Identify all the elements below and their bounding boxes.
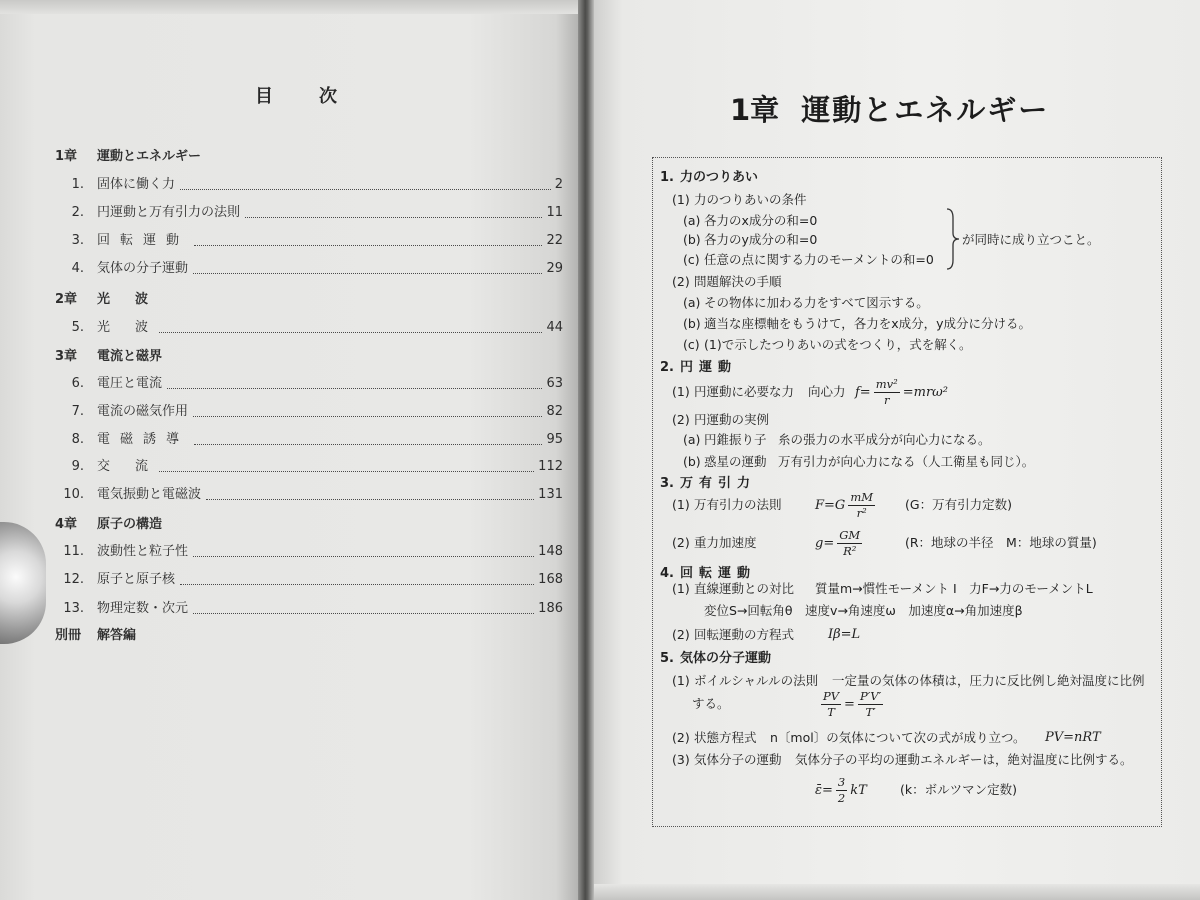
toc-item-12 (55, 571, 563, 589)
item-label: (2) (672, 274, 690, 289)
toc-item-title: 光 波 (97, 320, 155, 335)
toc-item-13 (55, 600, 563, 618)
fraction (837, 529, 862, 558)
fraction-denominator: T′ (865, 704, 876, 719)
item-detail-line: 質量m→慣性モーメント I 力F→力のモーメントL (815, 581, 1093, 596)
toc-supplement-label: 別冊 (55, 628, 82, 643)
toc-item-title: 物理定数・次元 (97, 601, 189, 616)
toc-item-title: 円運動と万有引力の法則 (97, 205, 241, 220)
item-text: 円運動に必要な力 (694, 384, 795, 399)
toc-item-5 (55, 319, 563, 337)
brace-note: が同時に成り立つこと。 (962, 232, 1100, 247)
toc-dot-leader (194, 444, 542, 445)
section-title: 回転運動 (680, 566, 757, 581)
item-text: 重力加速度 (694, 535, 757, 550)
toc-item-number: 5. (71, 320, 84, 335)
section-number: 4. (660, 566, 674, 581)
formula-rhs: =mrω² (902, 384, 948, 400)
fraction (848, 491, 875, 520)
toc-chapter-title: 光 波 (97, 292, 155, 307)
item-detail-line: 一定量の気体の体積は，圧力に反比例し絶対温度に比例 (832, 673, 1145, 688)
fraction-numerator: mM (850, 489, 873, 504)
item-text: 状態方程式 (694, 730, 757, 745)
toc-page-number: 95 (546, 432, 563, 447)
toc-chapter-1 (55, 148, 563, 166)
kinetic-energy-formula (815, 774, 867, 806)
toc-item-number: 11. (63, 544, 84, 559)
subitem-label: (b) (683, 232, 701, 247)
toc-chapter-title: 原子の構造 (97, 517, 163, 532)
toc-item-10 (55, 486, 563, 504)
item-label: (1) (672, 192, 690, 207)
toc-item-7 (55, 403, 563, 421)
subitem-label: (a) (683, 213, 701, 228)
toc-chapter-label: 4章 (55, 517, 78, 532)
fraction-denominator: R² (843, 543, 857, 558)
item-detail-line: n〔mol〕の気体について次の式が成り立つ。 (770, 730, 1026, 745)
subitem-label: (b) (683, 316, 701, 331)
chapter-title: 運動とエネルギー (801, 93, 1050, 127)
toc-item-9 (55, 458, 563, 476)
toc-page-number: 29 (546, 261, 563, 276)
toc-supplement (55, 627, 563, 645)
formula-note: (G：万有引力定数) (905, 497, 1012, 512)
toc-dot-leader (180, 189, 551, 190)
section-number: 1. (660, 170, 674, 185)
fraction (821, 690, 841, 719)
book-gutter (578, 0, 594, 900)
fraction-numerator: P′V′ (859, 688, 882, 703)
toc-chapter-label: 1章 (55, 149, 78, 164)
toc-page-number: 82 (546, 404, 563, 419)
formula-note: (R：地球の半径 M：地球の質量) (905, 535, 1097, 550)
toc-item-title: 交 流 (97, 459, 155, 474)
toc-item-title: 原子と原子核 (97, 572, 176, 587)
item-text: 問題解決の手順 (694, 274, 782, 289)
toc-page-number: 2 (554, 177, 563, 192)
toc-dot-leader (159, 471, 534, 472)
toc-item-number: 4. (71, 261, 84, 276)
item-label: (1) (672, 497, 690, 512)
toc-item-number: 3. (71, 233, 84, 248)
toc-page-number: 112 (538, 459, 563, 474)
toc-item-number: 1. (71, 177, 84, 192)
toc-dot-leader (167, 388, 542, 389)
toc-chapter-4 (55, 516, 563, 534)
toc-item-title: 電流の磁気作用 (97, 404, 189, 419)
toc-dot-leader (193, 556, 534, 557)
item-detail-line: 変位S→回転角θ 速度v→角速度ω 加速度α→角加速度β (704, 603, 1023, 618)
section-number: 3. (660, 476, 674, 491)
toc-page-number: 148 (538, 544, 563, 559)
toc-item-title: 電気振動と電磁波 (97, 487, 202, 502)
toc-page-number: 22 (546, 233, 563, 248)
formula-equals: = (844, 696, 855, 712)
formula-rhs: kT (850, 782, 867, 798)
toc-item-title: 電磁誘導 (97, 432, 190, 447)
toc-item-title: 固体に働く力 (97, 177, 176, 192)
section-number: 2. (660, 360, 674, 375)
item-label: (1) (672, 384, 690, 399)
fraction-numerator: GM (839, 527, 861, 542)
gravity-acceleration-formula (815, 527, 865, 559)
toc-dot-leader (245, 217, 542, 218)
toc-dot-leader (159, 332, 542, 333)
toc-item-3 (55, 232, 563, 250)
item-text: ボイルシャルルの法則 (694, 673, 819, 688)
formula-lhs: F=G (815, 497, 846, 513)
subitem-label: (b) (683, 454, 701, 469)
toc-chapter-label: 2章 (55, 292, 78, 307)
subitem-text: その物体に加わる力をすべて図示する。 (704, 295, 929, 310)
chapter-number: 1章 (730, 93, 780, 127)
toc-supplement-title: 解答編 (97, 628, 137, 643)
subitem-label: (a) (683, 432, 701, 447)
toc-item-title: 気体の分子運動 (97, 261, 189, 276)
toc-chapter-title: 運動とエネルギー (97, 149, 202, 164)
toc-item-title: 回転運動 (97, 233, 190, 248)
fraction-numerator: 3 (837, 774, 846, 789)
toc-dot-leader (206, 499, 534, 500)
subitem-text: 適当な座標軸をもうけて，各力をx成分，y成分に分ける。 (704, 316, 1032, 331)
item-detail-line: 気体分子の平均の運動エネルギーは，絶対温度に比例する。 (795, 752, 1133, 767)
toc-dot-leader (194, 245, 542, 246)
toc-page-number: 11 (546, 205, 563, 220)
item-term: 向心力 (808, 384, 846, 399)
subitem-text: 各力のx成分の和=0 (704, 213, 818, 228)
toc-heading: 目 次 (255, 86, 351, 107)
toc-item-1 (55, 176, 563, 194)
item-label: (1) (672, 581, 690, 596)
formula-lhs: f= (855, 384, 871, 400)
toc-item-6 (55, 375, 563, 393)
fraction-numerator: PV (823, 688, 840, 703)
toc-chapter-label: 3章 (55, 349, 78, 364)
toc-item-number: 9. (71, 459, 84, 474)
toc-dot-leader (180, 584, 534, 585)
subitem-text: 各力のy成分の和=0 (704, 232, 818, 247)
item-text: 円運動の実例 (694, 412, 770, 427)
item-label: (2) (672, 730, 690, 745)
formula-lhs: g= (815, 535, 835, 551)
toc-page-number: 44 (546, 320, 563, 335)
fraction-denominator: r² (856, 505, 867, 520)
toc-dot-leader (193, 273, 542, 274)
rotation-equation-formula: Iβ=L (828, 627, 861, 642)
section-title: 円運動 (680, 360, 738, 375)
formula-lhs: ε̄= (815, 782, 833, 798)
centripetal-force-formula (855, 376, 948, 408)
fraction-denominator: 2 (837, 790, 846, 805)
toc-page-number: 168 (538, 572, 563, 587)
state-equation-formula: PV=nRT (1045, 730, 1101, 745)
fraction (858, 690, 883, 719)
toc-item-4 (55, 260, 563, 278)
fraction (836, 776, 847, 805)
item-label: (1) (672, 673, 690, 688)
toc-item-2 (55, 204, 563, 222)
section-title: 気体の分子運動 (680, 651, 772, 666)
gravitation-law-formula (815, 489, 878, 521)
toc-item-8 (55, 431, 563, 449)
toc-item-number: 7. (71, 404, 84, 419)
item-text: 力のつりあいの条件 (694, 192, 807, 207)
toc-page-number: 63 (546, 376, 563, 391)
page-bottom-edge (592, 884, 1200, 900)
item-text: 回転運動の方程式 (694, 627, 795, 642)
item-label: (3) (672, 752, 690, 767)
page-top-edge (0, 0, 580, 14)
toc-item-number: 6. (71, 376, 84, 391)
fraction-numerator: mv² (875, 376, 898, 391)
toc-item-title: 波動性と粒子性 (97, 544, 189, 559)
boyle-charles-formula (818, 688, 886, 720)
item-detail-line: する。 (692, 696, 730, 711)
toc-item-number: 13. (63, 601, 84, 616)
subitem-label: (a) (683, 295, 701, 310)
item-label: (2) (672, 535, 690, 550)
fraction-denominator: r (883, 392, 890, 407)
toc-item-number: 8. (71, 432, 84, 447)
fraction-denominator: T (827, 704, 835, 719)
subitem-text: 万有引力が向心力になる（人工衛星も同じ）。 (778, 454, 1035, 469)
toc-page-number: 186 (538, 601, 563, 616)
toc-dot-leader (193, 416, 542, 417)
subitem-name: 惑星の運動 (704, 454, 767, 469)
subitem-text: 糸の張力の水平成分が向心力になる。 (778, 432, 991, 447)
toc-item-number: 12. (63, 572, 84, 587)
toc-item-number: 10. (63, 487, 84, 502)
item-text: 直線運動との対比 (694, 581, 795, 596)
toc-item-11 (55, 543, 563, 561)
section-title: 力のつりあい (680, 170, 759, 185)
toc-dot-leader (193, 613, 534, 614)
item-text: 万有引力の法則 (694, 497, 782, 512)
item-label: (2) (672, 412, 690, 427)
subitem-name: 円錐振り子 (704, 432, 767, 447)
toc-chapter-2 (55, 291, 563, 309)
toc-item-number: 2. (71, 205, 84, 220)
section-number: 5. (660, 651, 674, 666)
toc-page-number: 131 (538, 487, 563, 502)
item-label: (2) (672, 627, 690, 642)
left-book-page (0, 0, 585, 900)
toc-chapter-3 (55, 348, 563, 366)
subitem-label: (c) (683, 337, 700, 352)
chapter-heading (730, 90, 1049, 130)
curly-brace (946, 208, 960, 270)
formula-note: (k：ボルツマン定数) (900, 782, 1017, 797)
toc-chapter-title: 電流と磁界 (97, 349, 163, 364)
fraction (874, 378, 900, 407)
subitem-label: (c) (683, 252, 700, 267)
subitem-text: (1)で示したつりあいの式をつくり，式を解く。 (704, 337, 972, 352)
toc-item-title: 電圧と電流 (97, 376, 163, 391)
section-title: 万有引力 (680, 476, 757, 491)
subitem-text: 任意の点に関する力のモーメントの和=0 (704, 252, 934, 267)
item-text: 気体分子の運動 (694, 752, 782, 767)
